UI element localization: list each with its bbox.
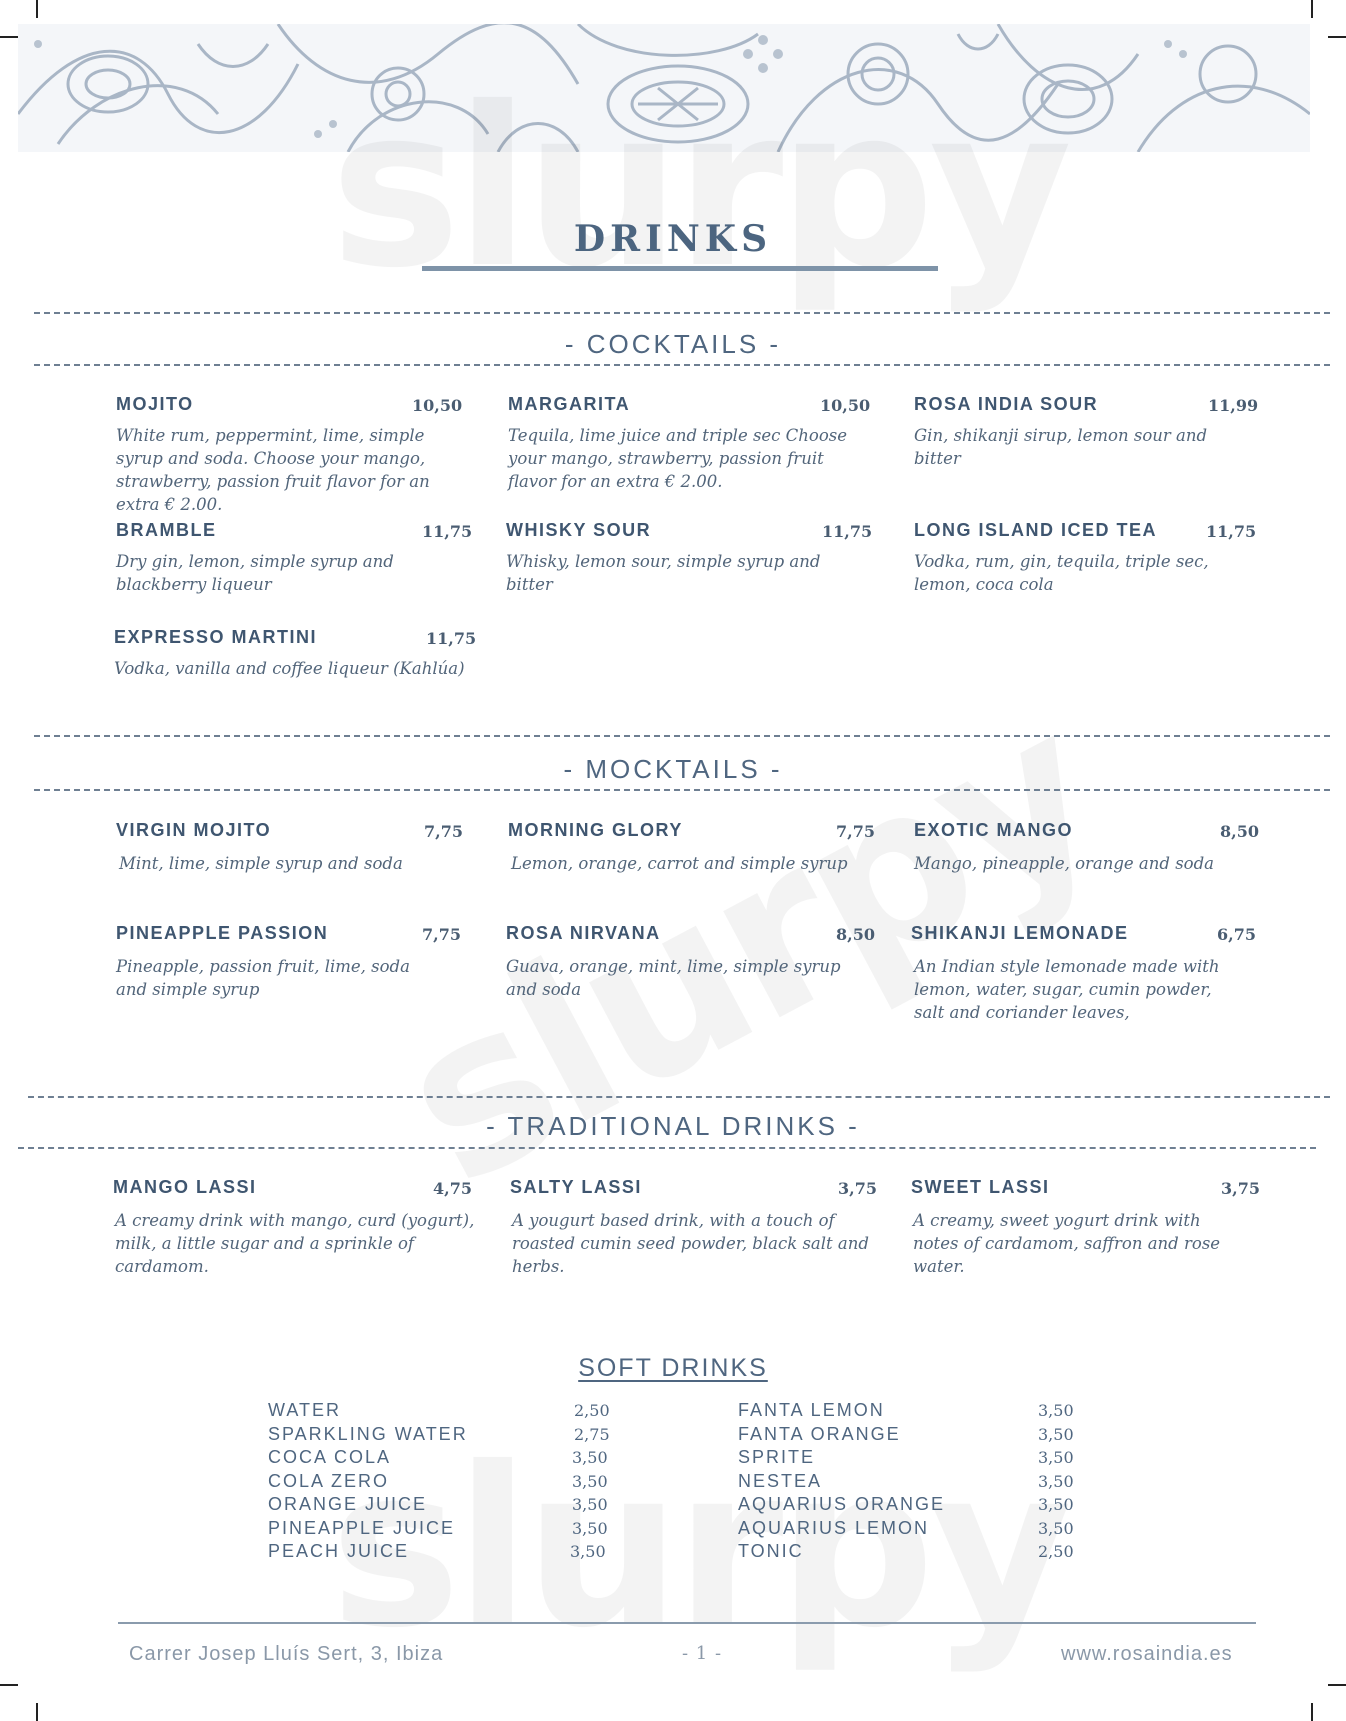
list-item bbox=[738, 1494, 1088, 1518]
list-item bbox=[268, 1471, 618, 1495]
drink-price: 3,50 bbox=[1038, 1471, 1074, 1491]
item-name: SWEET LASSI bbox=[911, 1177, 1050, 1197]
drink-name: WATER bbox=[268, 1400, 341, 1420]
drink-price: 3,50 bbox=[572, 1471, 608, 1491]
drink-name: ORANGE JUICE bbox=[268, 1494, 428, 1514]
section-divider bbox=[34, 364, 1330, 366]
item-price: 10,50 bbox=[412, 396, 463, 415]
item-description: Whisky, lemon sour, simple syrup and bitter bbox=[506, 552, 821, 594]
item-description: Mint, lime, simple syrup and soda bbox=[119, 854, 403, 873]
section-divider bbox=[18, 1147, 1316, 1149]
drink-price: 3,50 bbox=[572, 1495, 608, 1514]
item-name: EXOTIC MANGO bbox=[914, 820, 1074, 840]
footer-website: www.rosaindia.es bbox=[1061, 1643, 1233, 1665]
item-name: ROSA NIRVANA bbox=[506, 923, 661, 943]
item-description: A creamy, sweet yogurt drink with notes of cardamom, saffron and rose water. bbox=[913, 1211, 1221, 1276]
section-divider bbox=[34, 735, 1330, 737]
drink-name: COCA COLA bbox=[268, 1447, 392, 1467]
item-price: 7,75 bbox=[422, 925, 461, 944]
page-number: - 1 - bbox=[682, 1643, 723, 1664]
item-price: 3,75 bbox=[838, 1179, 877, 1198]
item-description: White rum, peppermint, lime, simple syrup and soda. Choose your mango, strawberry, passion fruit flavor for an extra € 2.00. bbox=[116, 426, 430, 514]
item-price: 11,75 bbox=[426, 629, 477, 648]
paisley-banner bbox=[18, 24, 1310, 152]
drink-price: 3,50 bbox=[1038, 1495, 1074, 1514]
item-price: 8,50 bbox=[836, 925, 875, 944]
list-item bbox=[268, 1424, 618, 1448]
section-title-traditional-drinks: - TRADITIONAL DRINKS - bbox=[486, 1111, 860, 1141]
drink-price: 2,75 bbox=[574, 1424, 610, 1444]
drink-price: 3,50 bbox=[572, 1448, 608, 1467]
section-divider bbox=[34, 789, 1330, 791]
footer-divider bbox=[118, 1622, 1256, 1624]
drink-name: PEACH JUICE bbox=[268, 1541, 410, 1561]
crop-mark bbox=[36, 1703, 38, 1721]
drink-name: AQUARIUS LEMON bbox=[738, 1517, 930, 1538]
drink-price: 2,50 bbox=[574, 1401, 610, 1420]
item-name: LONG ISLAND ICED TEA bbox=[914, 520, 1158, 540]
title-underline bbox=[422, 266, 938, 271]
drink-name: NESTEA bbox=[738, 1470, 823, 1491]
item-description: Vodka, rum, gin, tequila, triple sec, lemon, coca cola bbox=[914, 552, 1209, 594]
item-name: ROSA INDIA SOUR bbox=[914, 394, 1099, 414]
drink-name: FANTA ORANGE bbox=[738, 1423, 901, 1444]
item-price: 7,75 bbox=[424, 822, 463, 841]
crop-mark bbox=[1328, 36, 1346, 38]
crop-mark bbox=[1311, 1703, 1313, 1721]
drink-price: 3,50 bbox=[1038, 1518, 1074, 1538]
item-name: VIRGIN MOJITO bbox=[116, 820, 272, 840]
item-description: Guava, orange, mint, lime, simple syrup and soda bbox=[506, 957, 841, 999]
item-price: 8,50 bbox=[1220, 822, 1259, 841]
item-price: 7,75 bbox=[836, 822, 875, 841]
drink-name: COLA ZERO bbox=[268, 1470, 390, 1491]
item-price: 11,75 bbox=[822, 522, 873, 541]
soft-drinks-left-column bbox=[268, 1400, 618, 1565]
list-item bbox=[738, 1447, 1088, 1471]
item-description: Tequila, lime juice and triple sec Choose your mango, strawberry, passion fruit flavor for an extra € 2.00. bbox=[508, 426, 848, 491]
list-item bbox=[738, 1400, 1088, 1424]
list-item bbox=[268, 1541, 618, 1565]
item-description: An Indian style lemonade made with lemon, water, sugar, cumin powder, salt and coriander leaves, bbox=[914, 957, 1220, 1022]
drink-price: 3,50 bbox=[570, 1542, 606, 1561]
drink-name: TONIC bbox=[738, 1541, 804, 1561]
section-title-soft-drinks: SOFT DRINKS bbox=[578, 1354, 768, 1382]
item-name: BRAMBLE bbox=[116, 520, 217, 540]
item-name: SALTY LASSI bbox=[510, 1177, 642, 1197]
item-name: MANGO LASSI bbox=[113, 1177, 257, 1197]
drink-name: FANTA LEMON bbox=[738, 1400, 885, 1420]
item-price: 11,99 bbox=[1208, 396, 1259, 415]
item-price: 3,75 bbox=[1221, 1179, 1260, 1198]
drink-name: PINEAPPLE JUICE bbox=[268, 1517, 456, 1538]
drink-price: 2,50 bbox=[1038, 1542, 1074, 1561]
item-name: SHIKANJI LEMONADE bbox=[911, 923, 1129, 943]
crop-mark bbox=[36, 0, 38, 18]
item-price: 11,75 bbox=[1206, 522, 1257, 541]
drink-price: 3,50 bbox=[1038, 1401, 1074, 1420]
item-name: MORNING GLORY bbox=[508, 820, 683, 840]
section-divider bbox=[28, 1096, 1330, 1098]
item-description: Vodka, vanilla and coffee liqueur (Kahlúa) bbox=[114, 659, 465, 678]
list-item bbox=[268, 1494, 618, 1518]
list-item bbox=[738, 1424, 1088, 1448]
drink-name: SPRITE bbox=[738, 1447, 816, 1467]
item-name: MARGARITA bbox=[508, 394, 631, 414]
item-description: Gin, shikanji sirup, lemon sour and bitter bbox=[914, 426, 1208, 468]
soft-drinks-right-column bbox=[738, 1400, 1088, 1565]
item-description: Dry gin, lemon, simple syrup and blackberry liqueur bbox=[116, 552, 394, 594]
item-description: A yougurt based drink, with a touch of roasted cumin seed powder, black salt and herbs. bbox=[512, 1211, 869, 1276]
list-item bbox=[268, 1518, 618, 1542]
item-price: 6,75 bbox=[1217, 925, 1256, 944]
item-description: Mango, pineapple, orange and soda bbox=[914, 854, 1214, 873]
drink-name: SPARKLING WATER bbox=[268, 1423, 468, 1444]
item-name: WHISKY SOUR bbox=[506, 520, 652, 540]
list-item bbox=[268, 1400, 618, 1424]
item-description: A creamy drink with mango, curd (yogurt), milk, a little sugar and a sprinkle of cardamom. bbox=[115, 1211, 475, 1276]
crop-mark bbox=[0, 36, 18, 38]
item-description: Lemon, orange, carrot and simple syrup bbox=[511, 854, 848, 873]
crop-mark bbox=[1328, 1684, 1346, 1686]
item-description: Pineapple, passion fruit, lime, soda and simple syrup bbox=[116, 957, 410, 999]
item-price: 4,75 bbox=[433, 1179, 472, 1198]
item-name: MOJITO bbox=[116, 394, 194, 414]
section-title-cocktails: - COCKTAILS - bbox=[564, 329, 782, 359]
section-divider bbox=[34, 312, 1330, 314]
list-item bbox=[738, 1541, 1088, 1565]
drink-price: 3,50 bbox=[1038, 1424, 1074, 1444]
list-item bbox=[268, 1447, 618, 1471]
crop-mark bbox=[1311, 0, 1313, 18]
item-price: 11,75 bbox=[422, 522, 473, 541]
footer-address: Carrer Josep Lluís Sert, 3, Ibiza bbox=[129, 1643, 444, 1665]
list-item bbox=[738, 1518, 1088, 1542]
drink-price: 3,50 bbox=[1038, 1448, 1074, 1467]
item-name: EXPRESSO MARTINI bbox=[114, 627, 318, 647]
page-title: DRINKS bbox=[573, 218, 773, 260]
item-name: PINEAPPLE PASSION bbox=[116, 923, 329, 943]
crop-mark bbox=[0, 1684, 18, 1686]
section-title-mocktails: - MOCKTAILS - bbox=[563, 754, 783, 784]
item-price: 10,50 bbox=[820, 396, 871, 415]
drink-price: 3,50 bbox=[572, 1518, 608, 1538]
drink-name: AQUARIUS ORANGE bbox=[738, 1494, 946, 1514]
list-item bbox=[738, 1471, 1088, 1495]
